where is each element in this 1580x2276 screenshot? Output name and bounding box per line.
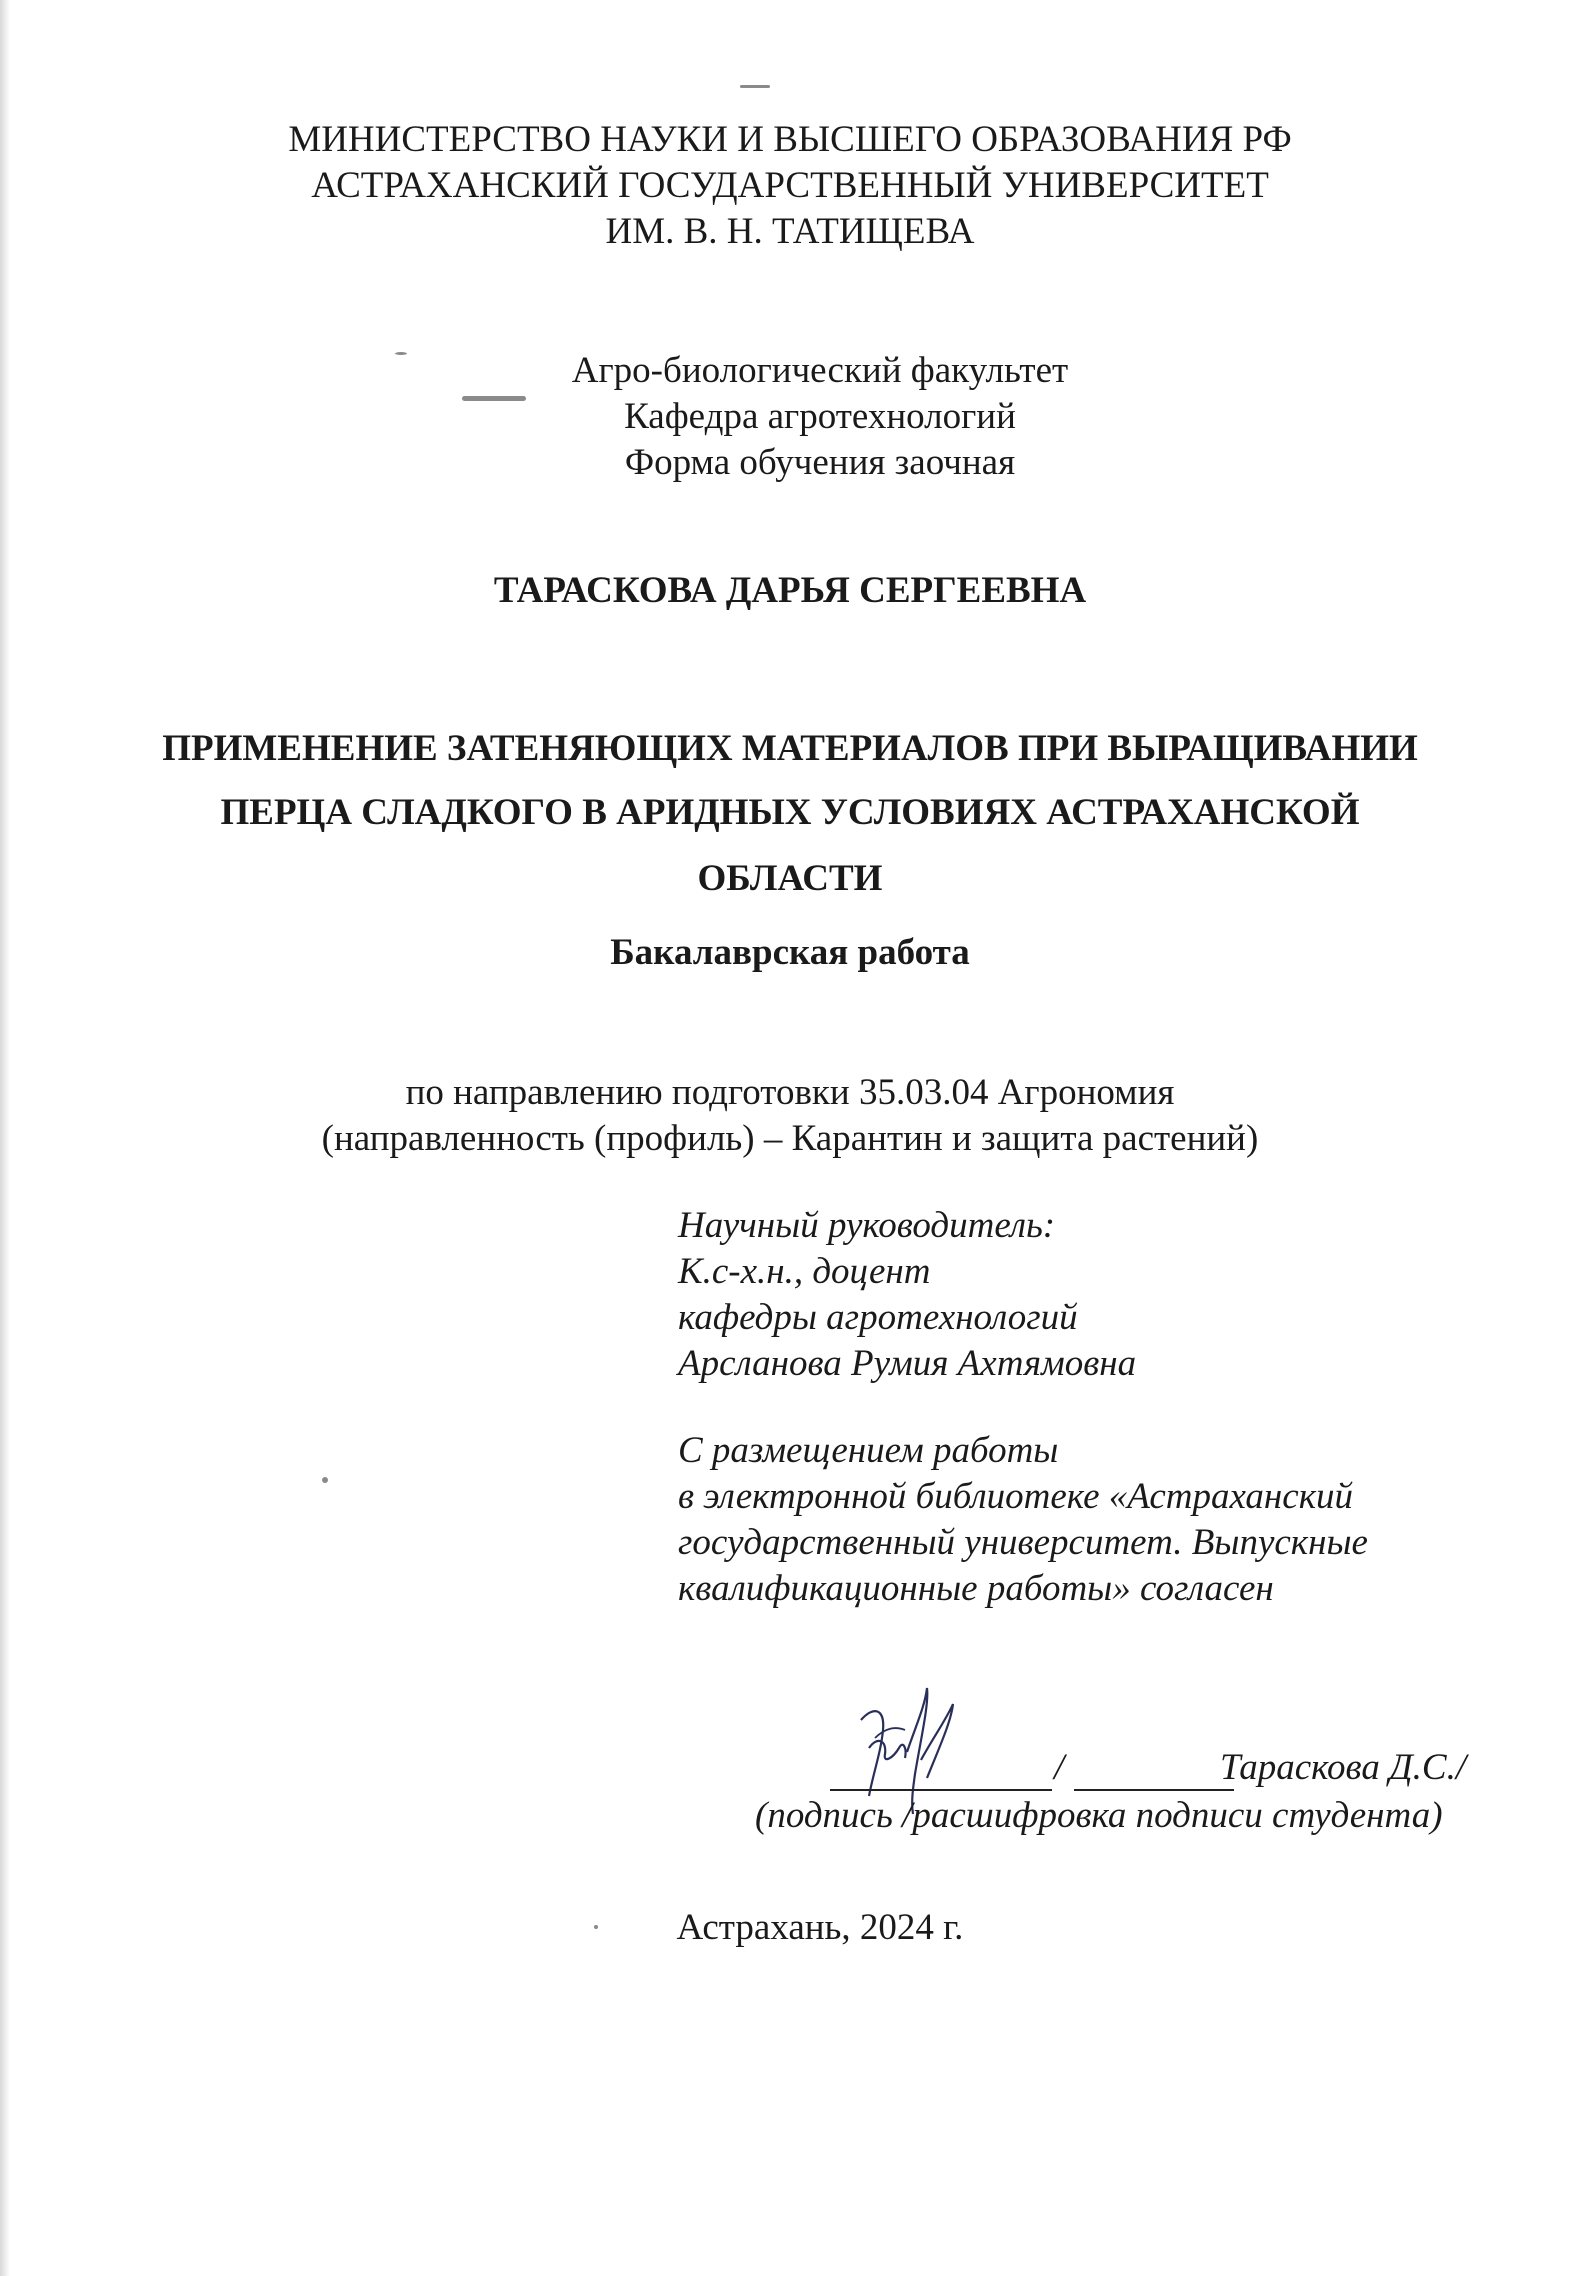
signature-line bbox=[830, 1789, 1052, 1791]
university-heading: АСТРАХАНСКИЙ ГОСУДАРСТВЕННЫЙ УНИВЕРСИТЕТ bbox=[311, 165, 1269, 206]
signature-caption: (подпись /расшифровка подписи студента) bbox=[755, 1795, 1443, 1836]
consent-line-4: квалификационные работы» согласен bbox=[678, 1568, 1274, 1609]
consent-line-3: государственный университет. Выпускные bbox=[678, 1522, 1368, 1563]
training-direction: по направлению подготовки 35.03.04 Агрономия bbox=[405, 1072, 1175, 1113]
signature-separator: / bbox=[1054, 1747, 1065, 1788]
thesis-title-line-2: ПЕРЦА СЛАДКОГО В АРИДНЫХ УСЛОВИЯХ АСТРАХАНСКОЙ bbox=[220, 792, 1360, 833]
city-year: Астрахань, 2024 г. bbox=[676, 1907, 964, 1948]
author-name: ТАРАСКОВА ДАРЬЯ СЕРГЕЕВНА bbox=[493, 570, 1087, 611]
training-profile: (направленность (профиль) – Карантин и защита растений) bbox=[321, 1118, 1259, 1159]
university-named-after: ИМ. В. Н. ТАТИЩЕВА bbox=[605, 211, 975, 252]
ministry-heading: МИНИСТЕРСТВО НАУКИ И ВЫСШЕГО ОБРАЗОВАНИЯ РФ bbox=[288, 119, 1292, 160]
faculty-name: Агро-биологический факультет bbox=[571, 350, 1069, 391]
signature-decode-line bbox=[1074, 1789, 1234, 1791]
supervisor-name: Арсланова Румия Ахтямовна bbox=[678, 1343, 1137, 1384]
study-form: Форма обучения заочная bbox=[624, 442, 1016, 483]
supervisor-degree: К.с-х.н., доцент bbox=[678, 1251, 931, 1292]
thesis-title-line-1: ПРИМЕНЕНИЕ ЗАТЕНЯЮЩИХ МАТЕРИАЛОВ ПРИ ВЫРАЩИВАНИИ bbox=[162, 728, 1418, 769]
consent-line-1: С размещением работы bbox=[678, 1430, 1059, 1471]
signature-row bbox=[820, 1745, 1500, 1795]
department-name: Кафедра агротехнологий bbox=[624, 396, 1016, 437]
supervisor-label: Научный руководитель: bbox=[678, 1205, 1056, 1246]
scan-speck bbox=[740, 85, 770, 88]
student-signature-name: Тараскова Д.С./ bbox=[1220, 1747, 1467, 1788]
work-type: Бакалаврская работа bbox=[610, 932, 970, 973]
supervisor-department: кафедры агротехнологий bbox=[678, 1297, 1078, 1338]
consent-line-2: в электронной библиотеке «Астраханский bbox=[678, 1476, 1354, 1517]
thesis-title-line-3: ОБЛАСТИ bbox=[697, 858, 883, 899]
scan-speck bbox=[322, 1477, 328, 1483]
